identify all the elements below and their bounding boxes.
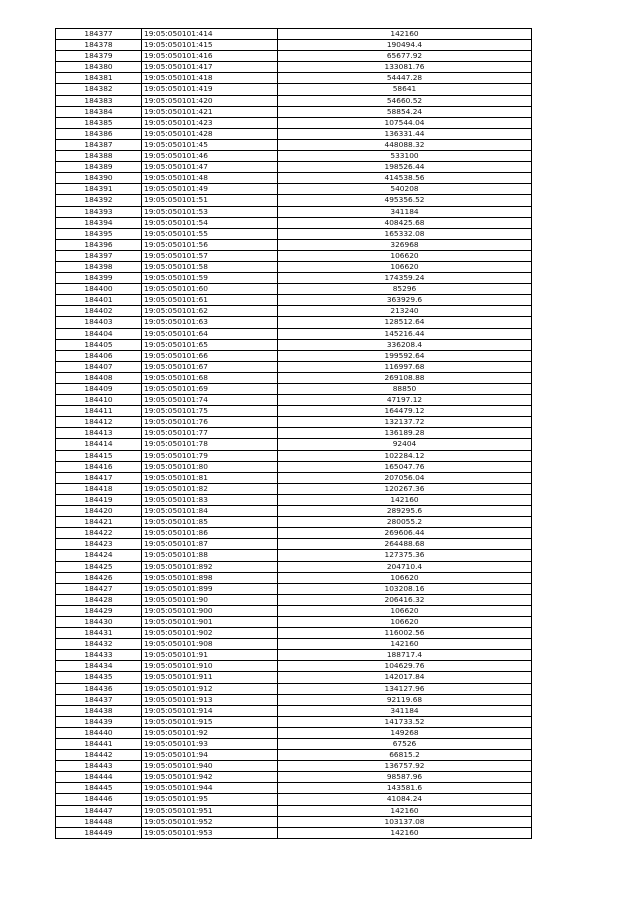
- table-row: [56, 506, 532, 517]
- cadastral-number-cell: 19:05:050101:912: [142, 683, 278, 694]
- row-id-cell: 184386: [56, 128, 142, 139]
- table-row: [56, 51, 532, 62]
- table-row: [56, 395, 532, 406]
- cadastral-number-cell: 19:05:050101:952: [142, 816, 278, 827]
- value-cell: 289295.6: [278, 506, 532, 517]
- cadastral-number-cell: 19:05:050101:69: [142, 384, 278, 395]
- cadastral-number-cell: 19:05:050101:91: [142, 650, 278, 661]
- cadastral-number-cell: 19:05:050101:78: [142, 439, 278, 450]
- row-id-cell: 184399: [56, 273, 142, 284]
- value-cell: 341184: [278, 206, 532, 217]
- cadastral-number-cell: 19:05:050101:414: [142, 29, 278, 40]
- cadastral-number-cell: 19:05:050101:940: [142, 761, 278, 772]
- table-row: [56, 295, 532, 306]
- table-row: [56, 162, 532, 173]
- table-row: [56, 339, 532, 350]
- value-cell: 103137.08: [278, 816, 532, 827]
- row-id-cell: 184427: [56, 583, 142, 594]
- value-cell: 199592.64: [278, 350, 532, 361]
- cadastral-number-cell: 19:05:050101:75: [142, 406, 278, 417]
- value-cell: 54447.28: [278, 73, 532, 84]
- value-cell: 142160: [278, 827, 532, 838]
- table-row: [56, 350, 532, 361]
- value-cell: 116997.68: [278, 361, 532, 372]
- table-row: [56, 683, 532, 694]
- row-id-cell: 184418: [56, 483, 142, 494]
- table-row: [56, 73, 532, 84]
- table-row: [56, 417, 532, 428]
- table-row: [56, 95, 532, 106]
- value-cell: 92119.68: [278, 694, 532, 705]
- row-id-cell: 184420: [56, 506, 142, 517]
- value-cell: 336208.4: [278, 339, 532, 350]
- table-row: [56, 583, 532, 594]
- row-id-cell: 184407: [56, 361, 142, 372]
- cadastral-number-cell: 19:05:050101:898: [142, 572, 278, 583]
- row-id-cell: 184431: [56, 628, 142, 639]
- cadastral-number-cell: 19:05:050101:908: [142, 639, 278, 650]
- row-id-cell: 184404: [56, 328, 142, 339]
- row-id-cell: 184393: [56, 206, 142, 217]
- cadastral-number-cell: 19:05:050101:56: [142, 239, 278, 250]
- row-id-cell: 184436: [56, 683, 142, 694]
- table-row: [56, 594, 532, 605]
- table-row: [56, 639, 532, 650]
- cadastral-number-cell: 19:05:050101:901: [142, 616, 278, 627]
- row-id-cell: 184437: [56, 694, 142, 705]
- value-cell: 204710.4: [278, 561, 532, 572]
- table-row: [56, 306, 532, 317]
- table-row: [56, 29, 532, 40]
- row-id-cell: 184395: [56, 228, 142, 239]
- value-cell: 165332.08: [278, 228, 532, 239]
- table-row: [56, 750, 532, 761]
- table-row: [56, 372, 532, 383]
- cadastral-number-cell: 19:05:050101:92: [142, 727, 278, 738]
- table-row: [56, 128, 532, 139]
- cadastral-number-cell: 19:05:050101:88: [142, 550, 278, 561]
- value-cell: 141733.52: [278, 716, 532, 727]
- value-cell: 207056.04: [278, 472, 532, 483]
- table-row: [56, 772, 532, 783]
- value-cell: 92404: [278, 439, 532, 450]
- value-cell: 106620: [278, 616, 532, 627]
- value-cell: 88850: [278, 384, 532, 395]
- table-row: [56, 761, 532, 772]
- value-cell: 142160: [278, 639, 532, 650]
- cadastral-number-cell: 19:05:050101:90: [142, 594, 278, 605]
- row-id-cell: 184378: [56, 40, 142, 51]
- row-id-cell: 184381: [56, 73, 142, 84]
- cadastral-number-cell: 19:05:050101:944: [142, 783, 278, 794]
- row-id-cell: 184384: [56, 106, 142, 117]
- table-row: [56, 794, 532, 805]
- cadastral-number-cell: 19:05:050101:423: [142, 117, 278, 128]
- table-row: [56, 40, 532, 51]
- table-row: [56, 195, 532, 206]
- row-id-cell: 184443: [56, 761, 142, 772]
- cadastral-number-cell: 19:05:050101:416: [142, 51, 278, 62]
- cadastral-number-cell: 19:05:050101:94: [142, 750, 278, 761]
- value-cell: 85296: [278, 284, 532, 295]
- cadastral-number-cell: 19:05:050101:419: [142, 84, 278, 95]
- table-row: [56, 727, 532, 738]
- table-row: [56, 827, 532, 838]
- cadastral-number-cell: 19:05:050101:81: [142, 472, 278, 483]
- value-cell: 136331.44: [278, 128, 532, 139]
- value-cell: 269606.44: [278, 528, 532, 539]
- cadastral-number-cell: 19:05:050101:80: [142, 461, 278, 472]
- cadastral-number-cell: 19:05:050101:47: [142, 162, 278, 173]
- cadastral-number-cell: 19:05:050101:65: [142, 339, 278, 350]
- table-row: [56, 661, 532, 672]
- cadastral-number-cell: 19:05:050101:86: [142, 528, 278, 539]
- cadastral-number-cell: 19:05:050101:66: [142, 350, 278, 361]
- cadastral-number-cell: 19:05:050101:418: [142, 73, 278, 84]
- row-id-cell: 184388: [56, 151, 142, 162]
- row-id-cell: 184417: [56, 472, 142, 483]
- row-id-cell: 184409: [56, 384, 142, 395]
- value-cell: 206416.32: [278, 594, 532, 605]
- value-cell: 41084.24: [278, 794, 532, 805]
- cadastral-number-cell: 19:05:050101:77: [142, 428, 278, 439]
- cadastral-number-cell: 19:05:050101:57: [142, 250, 278, 261]
- row-id-cell: 184413: [56, 428, 142, 439]
- table-row: [56, 84, 532, 95]
- cadastral-number-cell: 19:05:050101:415: [142, 40, 278, 51]
- table-row: [56, 273, 532, 284]
- row-id-cell: 184430: [56, 616, 142, 627]
- cadastral-number-cell: 19:05:050101:74: [142, 395, 278, 406]
- value-cell: 142017.84: [278, 672, 532, 683]
- value-cell: 408425.68: [278, 217, 532, 228]
- value-cell: 102284.12: [278, 450, 532, 461]
- row-id-cell: 184426: [56, 572, 142, 583]
- data-table: [55, 28, 532, 839]
- cadastral-number-cell: 19:05:050101:911: [142, 672, 278, 683]
- value-cell: 54660.52: [278, 95, 532, 106]
- cadastral-number-cell: 19:05:050101:915: [142, 716, 278, 727]
- cadastral-number-cell: 19:05:050101:82: [142, 483, 278, 494]
- cadastral-number-cell: 19:05:050101:49: [142, 184, 278, 195]
- table-row: [56, 672, 532, 683]
- row-id-cell: 184441: [56, 739, 142, 750]
- row-id-cell: 184405: [56, 339, 142, 350]
- cadastral-number-cell: 19:05:050101:58: [142, 261, 278, 272]
- cadastral-number-cell: 19:05:050101:67: [142, 361, 278, 372]
- row-id-cell: 184411: [56, 406, 142, 417]
- row-id-cell: 184419: [56, 494, 142, 505]
- row-id-cell: 184448: [56, 816, 142, 827]
- row-id-cell: 184392: [56, 195, 142, 206]
- value-cell: 143581.6: [278, 783, 532, 794]
- row-id-cell: 184412: [56, 417, 142, 428]
- value-cell: 106620: [278, 605, 532, 616]
- cadastral-number-cell: 19:05:050101:902: [142, 628, 278, 639]
- value-cell: 67526: [278, 739, 532, 750]
- cadastral-number-cell: 19:05:050101:951: [142, 805, 278, 816]
- row-id-cell: 184400: [56, 284, 142, 295]
- table-row: [56, 428, 532, 439]
- value-cell: 165047.76: [278, 461, 532, 472]
- cadastral-number-cell: 19:05:050101:84: [142, 506, 278, 517]
- row-id-cell: 184442: [56, 750, 142, 761]
- row-id-cell: 184424: [56, 550, 142, 561]
- value-cell: 142160: [278, 29, 532, 40]
- cadastral-number-cell: 19:05:050101:420: [142, 95, 278, 106]
- table-row: [56, 317, 532, 328]
- row-id-cell: 184428: [56, 594, 142, 605]
- value-cell: 136189.28: [278, 428, 532, 439]
- cadastral-number-cell: 19:05:050101:892: [142, 561, 278, 572]
- table-row: [56, 206, 532, 217]
- cadastral-number-cell: 19:05:050101:61: [142, 295, 278, 306]
- cadastral-number-cell: 19:05:050101:62: [142, 306, 278, 317]
- table-row: [56, 517, 532, 528]
- table-row: [56, 494, 532, 505]
- value-cell: 136757.92: [278, 761, 532, 772]
- cadastral-number-cell: 19:05:050101:45: [142, 139, 278, 150]
- row-id-cell: 184416: [56, 461, 142, 472]
- row-id-cell: 184402: [56, 306, 142, 317]
- cadastral-number-cell: 19:05:050101:60: [142, 284, 278, 295]
- row-id-cell: 184447: [56, 805, 142, 816]
- row-id-cell: 184389: [56, 162, 142, 173]
- table-row: [56, 694, 532, 705]
- value-cell: 326968: [278, 239, 532, 250]
- cadastral-number-cell: 19:05:050101:63: [142, 317, 278, 328]
- value-cell: 269108.88: [278, 372, 532, 383]
- row-id-cell: 184379: [56, 51, 142, 62]
- cadastral-number-cell: 19:05:050101:53: [142, 206, 278, 217]
- value-cell: 174359.24: [278, 273, 532, 284]
- table-row: [56, 650, 532, 661]
- value-cell: 106620: [278, 250, 532, 261]
- row-id-cell: 184390: [56, 173, 142, 184]
- cadastral-number-cell: 19:05:050101:417: [142, 62, 278, 73]
- row-id-cell: 184406: [56, 350, 142, 361]
- table-row: [56, 139, 532, 150]
- table-row: [56, 173, 532, 184]
- table-row: [56, 239, 532, 250]
- cadastral-number-cell: 19:05:050101:93: [142, 739, 278, 750]
- value-cell: 414538.56: [278, 173, 532, 184]
- table-body: [56, 29, 532, 839]
- cadastral-number-cell: 19:05:050101:900: [142, 605, 278, 616]
- cadastral-number-cell: 19:05:050101:421: [142, 106, 278, 117]
- value-cell: 213240: [278, 306, 532, 317]
- row-id-cell: 184385: [56, 117, 142, 128]
- value-cell: 149268: [278, 727, 532, 738]
- cadastral-number-cell: 19:05:050101:87: [142, 539, 278, 550]
- table-row: [56, 561, 532, 572]
- row-id-cell: 184403: [56, 317, 142, 328]
- cadastral-number-cell: 19:05:050101:95: [142, 794, 278, 805]
- value-cell: 65677.92: [278, 51, 532, 62]
- value-cell: 128512.64: [278, 317, 532, 328]
- cadastral-number-cell: 19:05:050101:953: [142, 827, 278, 838]
- row-id-cell: 184449: [56, 827, 142, 838]
- table-row: [56, 805, 532, 816]
- table-row: [56, 261, 532, 272]
- table-row: [56, 450, 532, 461]
- cadastral-number-cell: 19:05:050101:46: [142, 151, 278, 162]
- value-cell: 120267.36: [278, 483, 532, 494]
- table-row: [56, 539, 532, 550]
- row-id-cell: 184401: [56, 295, 142, 306]
- value-cell: 341184: [278, 705, 532, 716]
- value-cell: 98587.96: [278, 772, 532, 783]
- row-id-cell: 184425: [56, 561, 142, 572]
- table-row: [56, 328, 532, 339]
- table-row: [56, 816, 532, 827]
- table-row: [56, 406, 532, 417]
- row-id-cell: 184391: [56, 184, 142, 195]
- value-cell: 495356.52: [278, 195, 532, 206]
- cadastral-number-cell: 19:05:050101:48: [142, 173, 278, 184]
- table-row: [56, 528, 532, 539]
- table-row: [56, 62, 532, 73]
- row-id-cell: 184394: [56, 217, 142, 228]
- table-row: [56, 106, 532, 117]
- row-id-cell: 184423: [56, 539, 142, 550]
- table-row: [56, 628, 532, 639]
- table-row: [56, 550, 532, 561]
- cadastral-number-cell: 19:05:050101:79: [142, 450, 278, 461]
- table-row: [56, 284, 532, 295]
- table-row: [56, 705, 532, 716]
- value-cell: 190494.4: [278, 40, 532, 51]
- value-cell: 533100: [278, 151, 532, 162]
- row-id-cell: 184396: [56, 239, 142, 250]
- table-row: [56, 250, 532, 261]
- value-cell: 145216.44: [278, 328, 532, 339]
- row-id-cell: 184439: [56, 716, 142, 727]
- value-cell: 106620: [278, 261, 532, 272]
- value-cell: 198526.44: [278, 162, 532, 173]
- row-id-cell: 184433: [56, 650, 142, 661]
- row-id-cell: 184397: [56, 250, 142, 261]
- row-id-cell: 184435: [56, 672, 142, 683]
- row-id-cell: 184383: [56, 95, 142, 106]
- row-id-cell: 184410: [56, 395, 142, 406]
- row-id-cell: 184422: [56, 528, 142, 539]
- cadastral-number-cell: 19:05:050101:914: [142, 705, 278, 716]
- table-row: [56, 117, 532, 128]
- value-cell: 448088.32: [278, 139, 532, 150]
- table-row: [56, 616, 532, 627]
- value-cell: 58641: [278, 84, 532, 95]
- value-cell: 127375.36: [278, 550, 532, 561]
- cadastral-number-cell: 19:05:050101:942: [142, 772, 278, 783]
- table-row: [56, 572, 532, 583]
- row-id-cell: 184414: [56, 439, 142, 450]
- value-cell: 142160: [278, 805, 532, 816]
- table-row: [56, 228, 532, 239]
- row-id-cell: 184380: [56, 62, 142, 73]
- value-cell: 142160: [278, 494, 532, 505]
- value-cell: 47197.12: [278, 395, 532, 406]
- value-cell: 106620: [278, 572, 532, 583]
- table-row: [56, 361, 532, 372]
- cadastral-number-cell: 19:05:050101:428: [142, 128, 278, 139]
- row-id-cell: 184415: [56, 450, 142, 461]
- cadastral-number-cell: 19:05:050101:76: [142, 417, 278, 428]
- cadastral-number-cell: 19:05:050101:55: [142, 228, 278, 239]
- table-row: [56, 184, 532, 195]
- cadastral-number-cell: 19:05:050101:910: [142, 661, 278, 672]
- cadastral-number-cell: 19:05:050101:83: [142, 494, 278, 505]
- cadastral-number-cell: 19:05:050101:913: [142, 694, 278, 705]
- value-cell: 188717.4: [278, 650, 532, 661]
- value-cell: 132137.72: [278, 417, 532, 428]
- value-cell: 103208.16: [278, 583, 532, 594]
- value-cell: 363929.6: [278, 295, 532, 306]
- value-cell: 66815.2: [278, 750, 532, 761]
- table-row: [56, 384, 532, 395]
- cadastral-number-cell: 19:05:050101:51: [142, 195, 278, 206]
- value-cell: 107544.04: [278, 117, 532, 128]
- row-id-cell: 184387: [56, 139, 142, 150]
- row-id-cell: 184408: [56, 372, 142, 383]
- value-cell: 264488.68: [278, 539, 532, 550]
- document-page: [55, 28, 531, 839]
- value-cell: 134127.96: [278, 683, 532, 694]
- value-cell: 116002.56: [278, 628, 532, 639]
- value-cell: 164479.12: [278, 406, 532, 417]
- row-id-cell: 184445: [56, 783, 142, 794]
- row-id-cell: 184377: [56, 29, 142, 40]
- table-row: [56, 472, 532, 483]
- table-row: [56, 217, 532, 228]
- row-id-cell: 184444: [56, 772, 142, 783]
- row-id-cell: 184446: [56, 794, 142, 805]
- cadastral-number-cell: 19:05:050101:68: [142, 372, 278, 383]
- value-cell: 58854.24: [278, 106, 532, 117]
- cadastral-number-cell: 19:05:050101:85: [142, 517, 278, 528]
- table-row: [56, 783, 532, 794]
- row-id-cell: 184421: [56, 517, 142, 528]
- cadastral-number-cell: 19:05:050101:64: [142, 328, 278, 339]
- value-cell: 133081.76: [278, 62, 532, 73]
- cadastral-number-cell: 19:05:050101:54: [142, 217, 278, 228]
- row-id-cell: 184438: [56, 705, 142, 716]
- row-id-cell: 184429: [56, 605, 142, 616]
- value-cell: 540208: [278, 184, 532, 195]
- value-cell: 104629.76: [278, 661, 532, 672]
- value-cell: 280055.2: [278, 517, 532, 528]
- table-row: [56, 439, 532, 450]
- table-row: [56, 716, 532, 727]
- table-row: [56, 151, 532, 162]
- cadastral-number-cell: 19:05:050101:59: [142, 273, 278, 284]
- table-row: [56, 461, 532, 472]
- row-id-cell: 184382: [56, 84, 142, 95]
- table-row: [56, 739, 532, 750]
- table-row: [56, 605, 532, 616]
- table-row: [56, 483, 532, 494]
- row-id-cell: 184398: [56, 261, 142, 272]
- row-id-cell: 184434: [56, 661, 142, 672]
- row-id-cell: 184440: [56, 727, 142, 738]
- row-id-cell: 184432: [56, 639, 142, 650]
- cadastral-number-cell: 19:05:050101:899: [142, 583, 278, 594]
